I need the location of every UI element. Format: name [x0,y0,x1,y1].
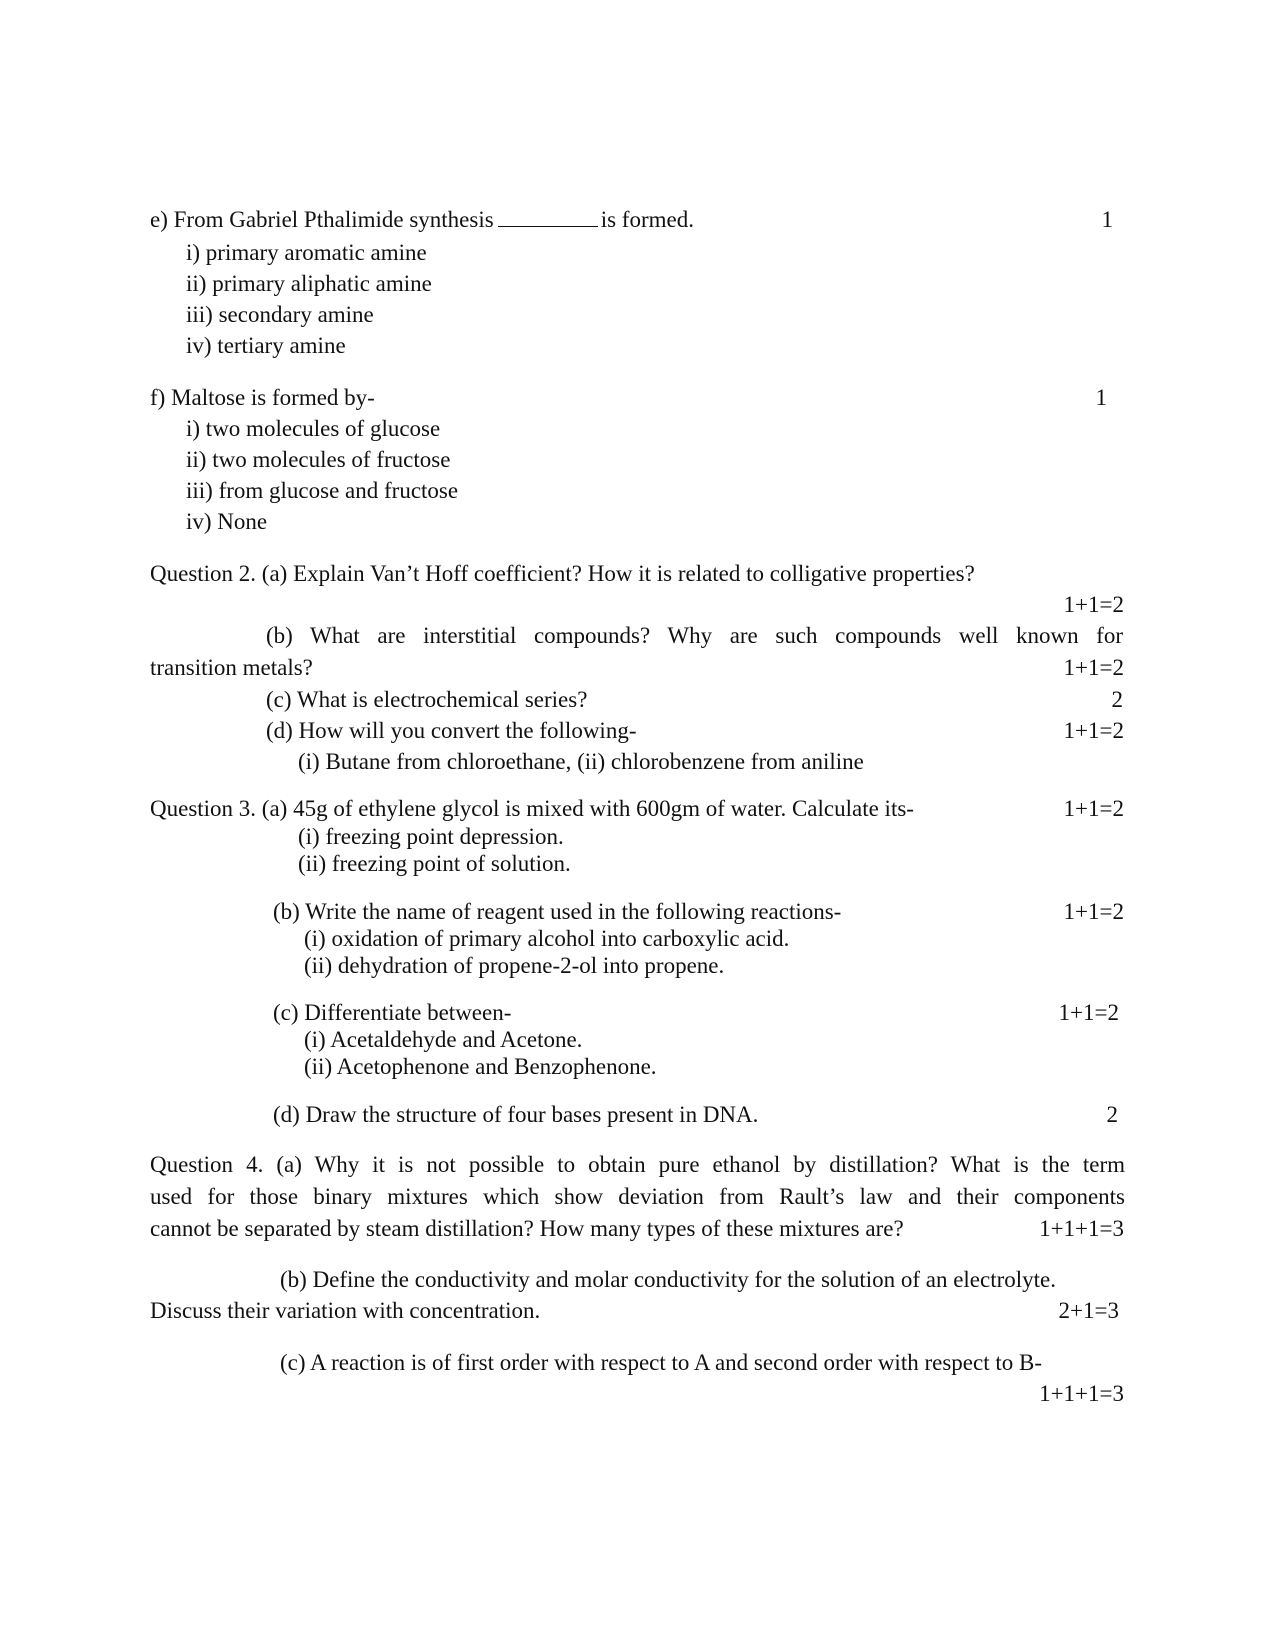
fill-in-blank [498,207,598,227]
q3a-marks: 1+1=2 [1063,796,1124,821]
q4a-marks: 1+1+1=3 [1039,1216,1124,1241]
q1f-stem: f) Maltose is formed by- [150,385,375,410]
q2d-sub: (i) Butane from chloroethane, (ii) chlorobenzene from aniline [298,749,864,774]
q1f-option: i) two molecules of glucose [186,416,441,441]
q1e-stem-before: e) From Gabriel Pthalimide synthesis [150,207,494,232]
q3a-text: Question 3. (a) 45g of ethylene glycol is mixed with 600gm of water. Calculate its- [150,796,914,821]
q3b-text: (b) Write the name of reagent used in the following reactions- [273,899,842,924]
q3a-sub: (i) freezing point depression. [298,824,564,849]
q1e-stem-after: is formed. [600,207,694,232]
q1e-marks: 1 [1101,207,1113,232]
q1f-marks: 1 [1095,385,1107,410]
q3d-text: (d) Draw the structure of four bases present in DNA. [273,1102,759,1127]
q1e-option: iv) tertiary amine [186,333,346,358]
q2c-text: (c) What is electrochemical series? [266,687,588,712]
q3c-sub: (ii) Acetophenone and Benzophenone. [304,1054,657,1079]
q2c-marks: 2 [1111,687,1123,712]
q2a-marks: 1+1=2 [1063,592,1124,617]
q2b-line-2: transition metals? [150,655,313,680]
q3c-marks: 1+1=2 [1058,1000,1119,1025]
q3c-text: (c) Differentiate between- [273,1000,512,1025]
q1e-stem [150,206,694,234]
q1e-option: i) primary aromatic amine [186,240,427,265]
q4c-marks: 1+1+1=3 [1039,1381,1124,1406]
q3a-sub: (ii) freezing point of solution. [298,851,571,876]
q1f-option: iv) None [186,509,268,534]
q4a-line-1: Question 4. (a) Why it is not possible to obtain pure ethanol by distillation? What is the term [150,1152,1125,1177]
q4a-line-3: cannot be separated by steam distillation? How many types of these mixtures are? [150,1216,904,1241]
q1f-option: ii) two molecules of fructose [186,447,451,472]
q4b-line-2: Discuss their variation with concentration. [150,1298,541,1323]
q4c-text: (c) A reaction is of first order with respect to A and second order with respect to B- [280,1350,1042,1375]
q3b-marks: 1+1=2 [1063,899,1124,924]
q2d-marks: 1+1=2 [1063,718,1124,743]
q3b-sub: (ii) dehydration of propene-2-ol into propene. [304,953,725,978]
q1e-option: ii) primary aliphatic amine [186,271,432,296]
q4b-marks: 2+1=3 [1058,1298,1119,1323]
q4b-line-1: (b) Define the conductivity and molar conductivity for the solution of an electrolyte. [280,1267,1057,1292]
q2b-line-1: (b) What are interstitial compounds? Why are such compounds well known for [266,623,1123,648]
q1f-option: iii) from glucose and fructose [186,478,459,503]
q3d-marks: 2 [1106,1102,1118,1127]
q3b-sub: (i) oxidation of primary alcohol into carboxylic acid. [304,926,790,951]
q2d-text: (d) How will you convert the following- [266,718,637,743]
q2b-marks: 1+1=2 [1063,655,1124,680]
q3c-sub: (i) Acetaldehyde and Acetone. [304,1027,583,1052]
q1e-option: iii) secondary amine [186,302,374,327]
q2a-text: Question 2. (a) Explain Van’t Hoff coefficient? How it is related to colligative properties? [150,561,975,586]
q4a-line-2: used for those binary mixtures which show deviation from Rault’s law and their components [150,1184,1125,1209]
